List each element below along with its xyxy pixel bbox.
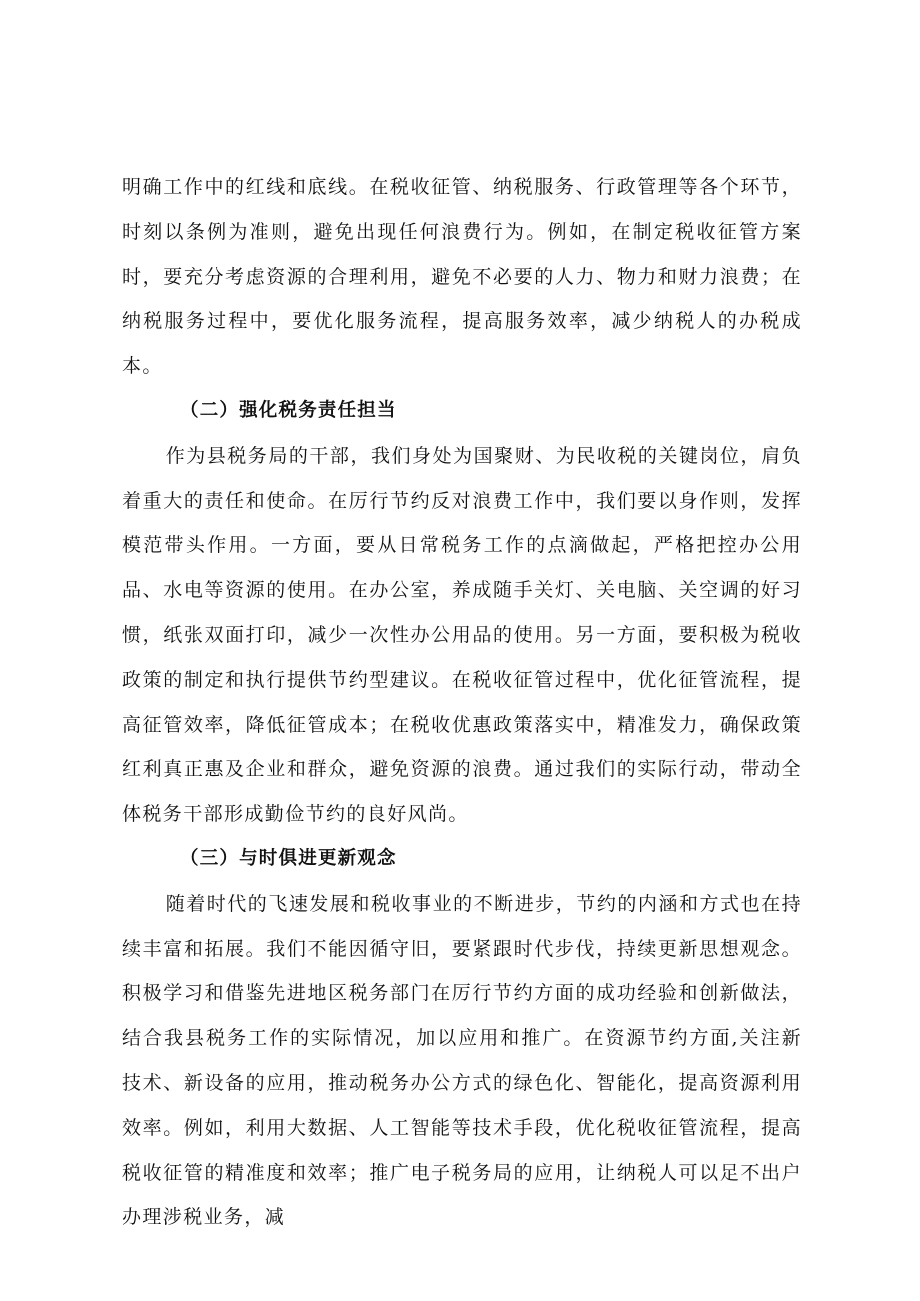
section-heading-2: （二）强化税务责任担当 <box>180 399 397 421</box>
paragraph-update-concepts: 随着时代的飞速发展和税收事业的不断进步，节约的内涵和方式也在持续丰富和拓展。我们不能因循守旧，要紧跟时代步伐，持续更新思想观念。积极学习和借鉴先进地区税务部门在厉行节约方面的成功经验和创新做法，结合我县税务工作的实际情况，加以应用和推广。在资源节约方面,关注新技术、新设备的应用，推动税务办公方式的绿色化、智能化，提高资源利用效率。例如，利用大数据、人工智能等技术手段，优化税收征管流程，提高税收征管的精准度和效率；推广电子税务局的应用，让纳税人可以足不出户办理涉税业务，减 <box>122 892 802 1229</box>
paragraph-continuation: 明确工作中的红线和底线。在税收征管、纳税服务、行政管理等各个环节，时刻以条例为准则，避免出现任何浪费行为。例如，在制定税收征管方案时，要充分考虑资源的合理利用，避免不必要的人力、物力和财力浪费；在纳税服务过程中，要优化服务流程，提高服务效率，减少纳税人的办税成本。 <box>122 176 802 378</box>
section-heading-3: （三）与时俱进更新观念 <box>180 847 397 869</box>
paragraph-responsibility: 作为县税务局的干部，我们身处为国聚财、为民收税的关键岗位，肩负着重大的责任和使命。在厉行节约反对浪费工作中，我们要以身作则，发挥模范带头作用。一方面，要从日常税务工作的点滴做起，严格把控办公用品、水电等资源的使用。在办公室，养成随手关灯、关电脑、关空调的好习惯，纸张双面打印，减少一次性办公用品的使用。另一方面，要积极为税收政策的制定和执行提供节约型建议。在税收征管过程中，优化征管流程，提高征管效率，降低征管成本；在税收优惠政策落实中，精准发力，确保政策红利真正惠及企业和群众，避免资源的浪费。通过我们的实际行动，带动全体税务干部形成勤俭节约的良好风尚。 <box>122 444 802 826</box>
document-body <box>122 165 802 1240</box>
